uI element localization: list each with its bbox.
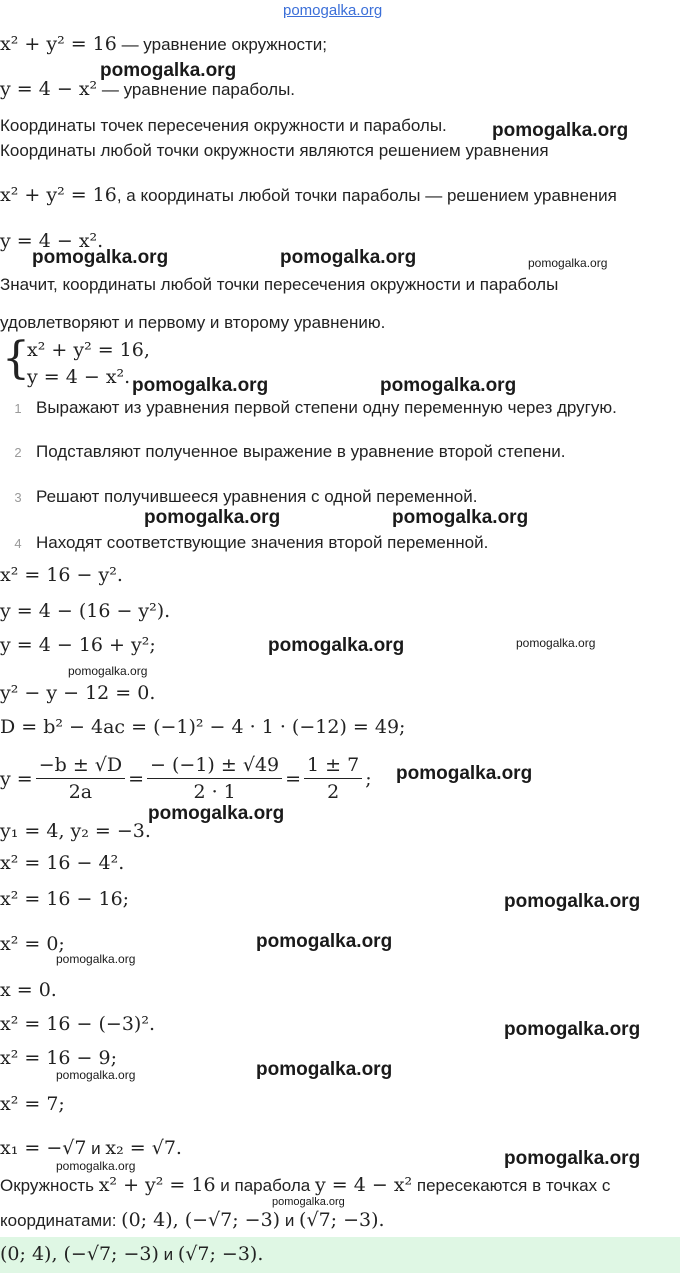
- watermark: pomogalka.org: [148, 803, 285, 824]
- fraction-denominator: 2: [327, 781, 340, 803]
- watermark: pomogalka.org: [256, 1059, 393, 1080]
- fraction: [147, 754, 282, 803]
- equation-x-zero-sq: x² = 0;: [0, 933, 65, 955]
- watermark: pomogalka.org: [132, 375, 269, 396]
- roots-y: y₁ = 4, y₂ = −3.: [0, 820, 151, 842]
- equation-x-case2: x² = 16 − (−3)².: [0, 1013, 155, 1035]
- fraction-numerator: 1 ± 7: [304, 754, 362, 779]
- fraction: [36, 754, 125, 803]
- equation-expanded: y = 4 − 16 + y²;: [0, 634, 156, 656]
- circle-equation-ref: x² + y² = 16: [98, 1174, 216, 1196]
- watermark: pomogalka.org: [56, 1159, 136, 1173]
- watermark: pomogalka.org: [516, 636, 596, 650]
- conclusion-text: координатами:: [0, 1211, 122, 1230]
- parabola-equation-ref: y = 4 − x²: [315, 1174, 413, 1196]
- step-item: [0, 442, 565, 462]
- circle-equation-caption: — уравнение окружности;: [116, 35, 328, 54]
- circle-equation-line: [0, 33, 327, 55]
- formula-lhs: y =: [0, 767, 33, 790]
- step-text: Решают получившееся уравнения с одной переменной.: [36, 487, 478, 506]
- watermark: pomogalka.org: [380, 375, 517, 396]
- conclusion-line-2: удовлетворяют и первому и второму уравнению.: [0, 313, 386, 332]
- watermark: pomogalka.org: [268, 635, 405, 656]
- conclusion-sentence: [0, 1174, 610, 1196]
- watermark: pomogalka.org: [396, 763, 533, 784]
- watermark: pomogalka.org: [56, 1068, 136, 1082]
- circle-equation-inline: x² + y² = 16: [0, 184, 117, 206]
- semicolon: ;: [365, 767, 372, 790]
- watermark: pomogalka.org: [280, 247, 417, 268]
- conclusion-line: Значит, координаты любой точки пересечения окружности и параболы: [0, 275, 559, 294]
- equation-x-case1: x² = 16 − 4².: [0, 852, 125, 874]
- answer-coordinates-last: (√7; −3).: [177, 1243, 264, 1265]
- roots-x: [0, 1137, 182, 1159]
- conclusion-text: и парабола: [215, 1176, 315, 1195]
- answer-text: [0, 1243, 263, 1265]
- answer-box: [0, 1237, 680, 1273]
- watermark: pomogalka.org: [492, 120, 629, 141]
- quadratic-equation: y² − y − 12 = 0.: [0, 682, 156, 704]
- step-number: 2: [14, 445, 22, 460]
- step-number: 4: [14, 536, 22, 551]
- coordinates-last: (√7; −3).: [299, 1209, 385, 1231]
- equation-substitution: y = 4 − (16 − y²).: [0, 600, 171, 622]
- step-item: [0, 398, 617, 418]
- step-item: [0, 487, 477, 507]
- system-brace: {: [2, 333, 30, 384]
- watermark: pomogalka.org: [144, 507, 281, 528]
- step-text: Выражают из уравнения первой степени одну переменную через другую.: [36, 398, 617, 417]
- conclusion-text: Окружность: [0, 1176, 99, 1195]
- watermark: pomogalka.org: [68, 664, 148, 678]
- watermark: pomogalka.org: [504, 1148, 641, 1169]
- watermark: pomogalka.org: [32, 247, 169, 268]
- step-number: 3: [14, 490, 22, 505]
- equals-sign: =: [128, 767, 145, 790]
- step-text: Находят соответствующие значения второй переменной.: [36, 533, 489, 552]
- equation-x-case1-step: x² = 16 − 16;: [0, 888, 130, 910]
- step-text: Подставляют полученное выражение в уравнение второй степени.: [36, 442, 566, 461]
- system-equation-1: x² + y² = 16,: [27, 339, 150, 361]
- watermark: pomogalka.org: [528, 256, 608, 270]
- fraction-denominator: 2a: [68, 781, 93, 803]
- equation-x-seven: x² = 7;: [0, 1093, 65, 1115]
- watermark: pomogalka.org: [256, 931, 393, 952]
- parabola-equation: y = 4 − x²: [0, 78, 98, 100]
- parabola-equation-inline: y = 4 − x².: [0, 230, 104, 252]
- discriminant-equation: D = b² − 4ac = (−1)² − 4 · 1 · (−12) = 49;: [0, 716, 406, 738]
- fraction-numerator: − (−1) ± √49: [147, 754, 282, 779]
- system-equation-2: y = 4 − x².: [27, 366, 131, 388]
- conjunction: и: [158, 1245, 178, 1264]
- root-x1: x₁ = −√7: [0, 1137, 87, 1159]
- equation-x-case2-step: x² = 16 − 9;: [0, 1047, 117, 1069]
- circle-equation: x² + y² = 16: [0, 33, 117, 55]
- coordinates-list: (0; 4), (−√7; −3): [121, 1209, 281, 1231]
- watermark: pomogalka.org: [272, 1196, 345, 1208]
- watermark-link[interactable]: pomogalka.org: [283, 2, 383, 19]
- step-item: [0, 533, 488, 553]
- watermark: pomogalka.org: [392, 507, 529, 528]
- watermark: pomogalka.org: [56, 952, 136, 966]
- conjunction: и: [280, 1211, 300, 1230]
- step-number: 1: [14, 401, 22, 416]
- explanation-text: , а координаты любой точки параболы — решением уравнения: [116, 186, 617, 205]
- conjunction: и: [86, 1139, 106, 1158]
- fraction: [304, 754, 362, 803]
- root-x2: x₂ = √7.: [105, 1137, 182, 1159]
- fraction-denominator: 2 · 1: [193, 781, 236, 803]
- equation-x-zero: x = 0.: [0, 979, 57, 1001]
- conclusion-text: пересекаются в точках с: [412, 1176, 611, 1195]
- equals-sign: =: [285, 767, 302, 790]
- intersection-heading: Координаты точек пересечения окружности и параболы.: [0, 116, 447, 135]
- watermark: pomogalka.org: [504, 1019, 641, 1040]
- watermark: pomogalka.org: [504, 891, 641, 912]
- answer-coordinates: (0; 4), (−√7; −3): [0, 1243, 159, 1265]
- quadratic-formula: [0, 754, 372, 803]
- parabola-equation-caption: — уравнение параболы.: [97, 80, 296, 99]
- explanation-line-2: [0, 184, 617, 206]
- watermark: pomogalka.org: [100, 60, 237, 81]
- equation-x-squared: x² = 16 − y².: [0, 564, 123, 586]
- fraction-numerator: −b ± √D: [36, 754, 125, 779]
- explanation-line: Координаты любой точки окружности являются решением уравнения: [0, 141, 549, 160]
- conclusion-coordinates: [0, 1209, 385, 1231]
